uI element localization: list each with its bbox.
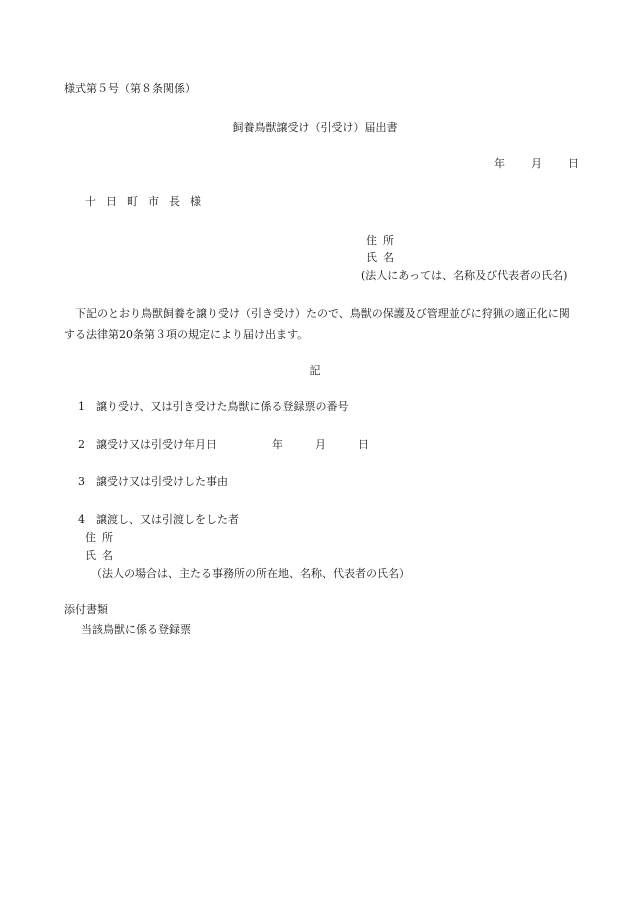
transferor-address-label: 住所 [85,531,119,544]
item-number: 3 [78,475,85,488]
applicant-name-label: 氏名 [366,251,400,264]
submission-date [494,155,579,171]
item-day-label: 日 [358,438,369,451]
item-label: 譲り受け、又は引き受けた鳥獣に係る登録票の番号 [96,400,349,413]
item-number: 1 [78,400,85,413]
item-year-label: 年 [272,438,283,451]
item-number: 4 [78,513,85,526]
item-label: 譲受け又は引受けした事由 [96,475,228,488]
item-transfer-date [78,436,369,452]
date-year-label: 年 [494,157,505,170]
transferor-name-label: 氏名 [85,549,119,562]
body-paragraph: 下記のとおり鳥獣飼養を譲り受け（引き受け）たので、鳥獣の保護及び管理並びに狩猟の適正化に関する法律第20条第３項の規定により届け出ます。 [64,307,570,341]
applicant-address-label: 住所 [366,234,400,247]
date-month-label: 月 [531,157,542,170]
item-month-label: 月 [315,438,326,451]
applicant-note: (法人にあっては、名称及び代表者の氏名) [361,269,568,282]
form-number: 様式第５号（第８条関係） [64,82,196,95]
attachments-heading: 添付書類 [64,603,108,616]
attachment-item: 当該鳥獣に係る登録票 [81,623,191,636]
ki-heading: 記 [309,364,321,377]
addressee: 十日町市長様 [85,195,211,208]
transferor-note: （法人の場合は、主たる事務所の所在地、名称、代表者の氏名） [91,567,410,580]
item-transfer-reason [78,473,228,489]
document-title: 飼養鳥獣譲受け（引受け）届出書 [232,121,398,134]
item-label: 譲渡し、又は引渡しをした者 [96,513,239,526]
item-transferor [78,511,239,527]
item-number: 2 [78,438,85,451]
item-label: 譲受け又は引受け年月日 [96,438,217,451]
item-registration-number [78,398,349,414]
date-day-label: 日 [568,157,579,170]
